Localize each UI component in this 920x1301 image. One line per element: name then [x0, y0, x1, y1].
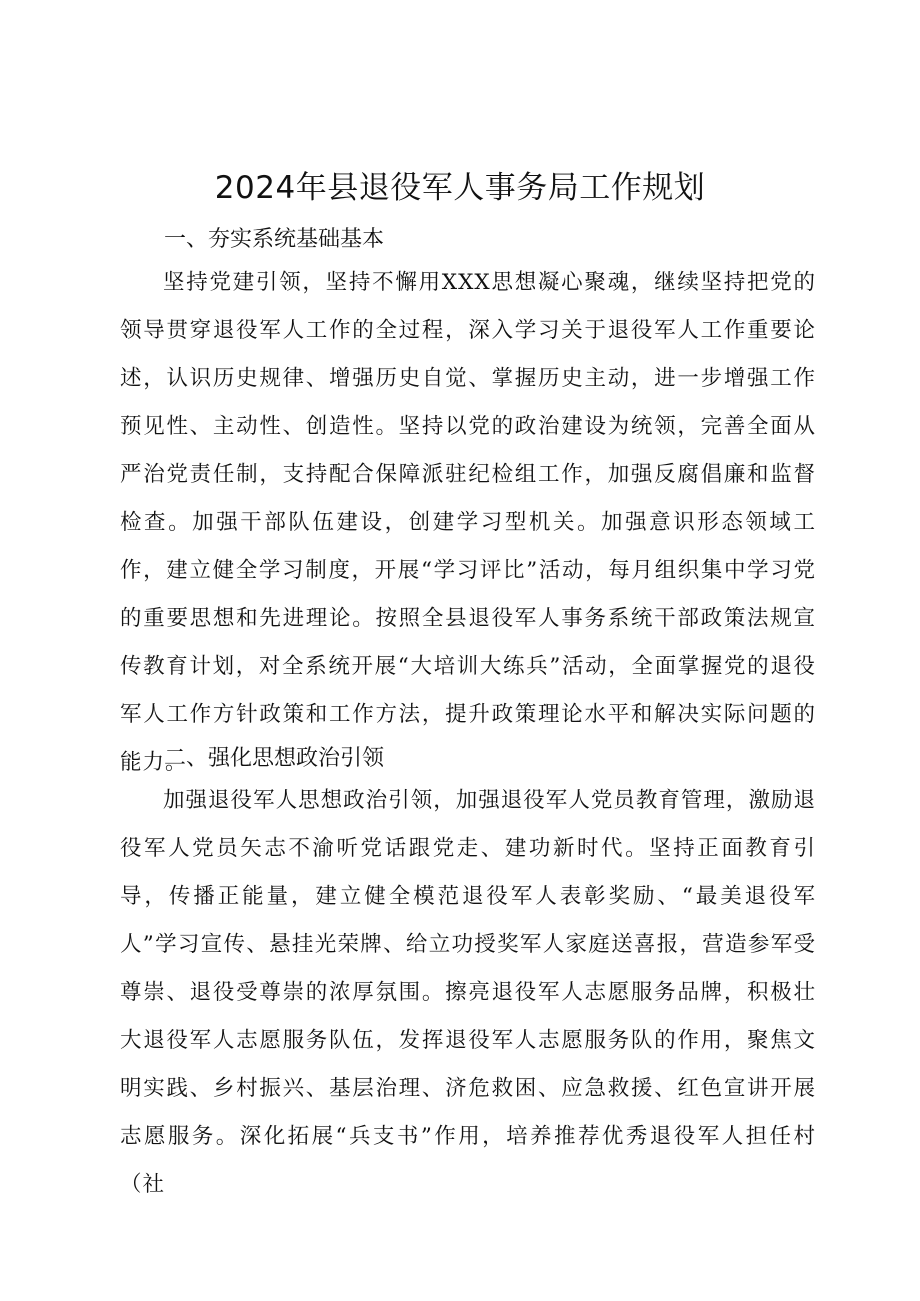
section-heading-1: 一、夯实系统基础基本	[164, 227, 385, 252]
section-paragraph-1: 坚持党建引领，坚持不懈用XXX思想凝心聚魂，继续坚持把党的领导贯穿退役军人工作的全过程，深入学习关于退役军人工作重要论述，认识历史规律、增强历史自觉、掌握历史主动，进一步增强工作预见性、主动性、创造性。坚持以党的政治建设为统领，完善全面从严治党责任制，支持配合保障派驻纪检组工作，加强反腐倡廉和监督检查。加强干部队伍建设，创建学习型机关。加强意识形态领域工作，建立健全学习制度，开展“学习评比”活动，每月组织集中学习党的重要思想和先进理论。按照全县退役军人事务系统干部政策法规宣传教育计划，对全系统开展“大培训大练兵”活动，全面掌握党的退役军人工作方针政策和工作方法，提升政策理论水平和解决实际问题的能力。	[120, 270, 816, 775]
section-heading-2: 二、强化思想政治引领	[164, 746, 385, 771]
document-title: 2024年县退役军人事务局工作规划	[214, 170, 706, 206]
section-paragraph-2: 加强退役军人思想政治引领，加强退役军人党员教育管理，激励退役军人党员矢志不渝听党话跟党走、建功新时代。坚持正面教育引导，传播正能量，建立健全模范退役军人表彰奖励、“最美退役军人”学习宣传、悬挂光荣牌、给立功授奖军人家庭送喜报，营造参军受尊崇、退役受尊崇的浓厚氛围。擦亮退役军人志愿服务品牌，积极壮大退役军人志愿服务队伍，发挥退役军人志愿服务队的作用，聚焦文明实践、乡村振兴、基层治理、济危救困、应急救援、红色宣讲开展志愿服务。深化拓展“兵支书”作用，培养推荐优秀退役军人担任村（社	[120, 788, 816, 1197]
